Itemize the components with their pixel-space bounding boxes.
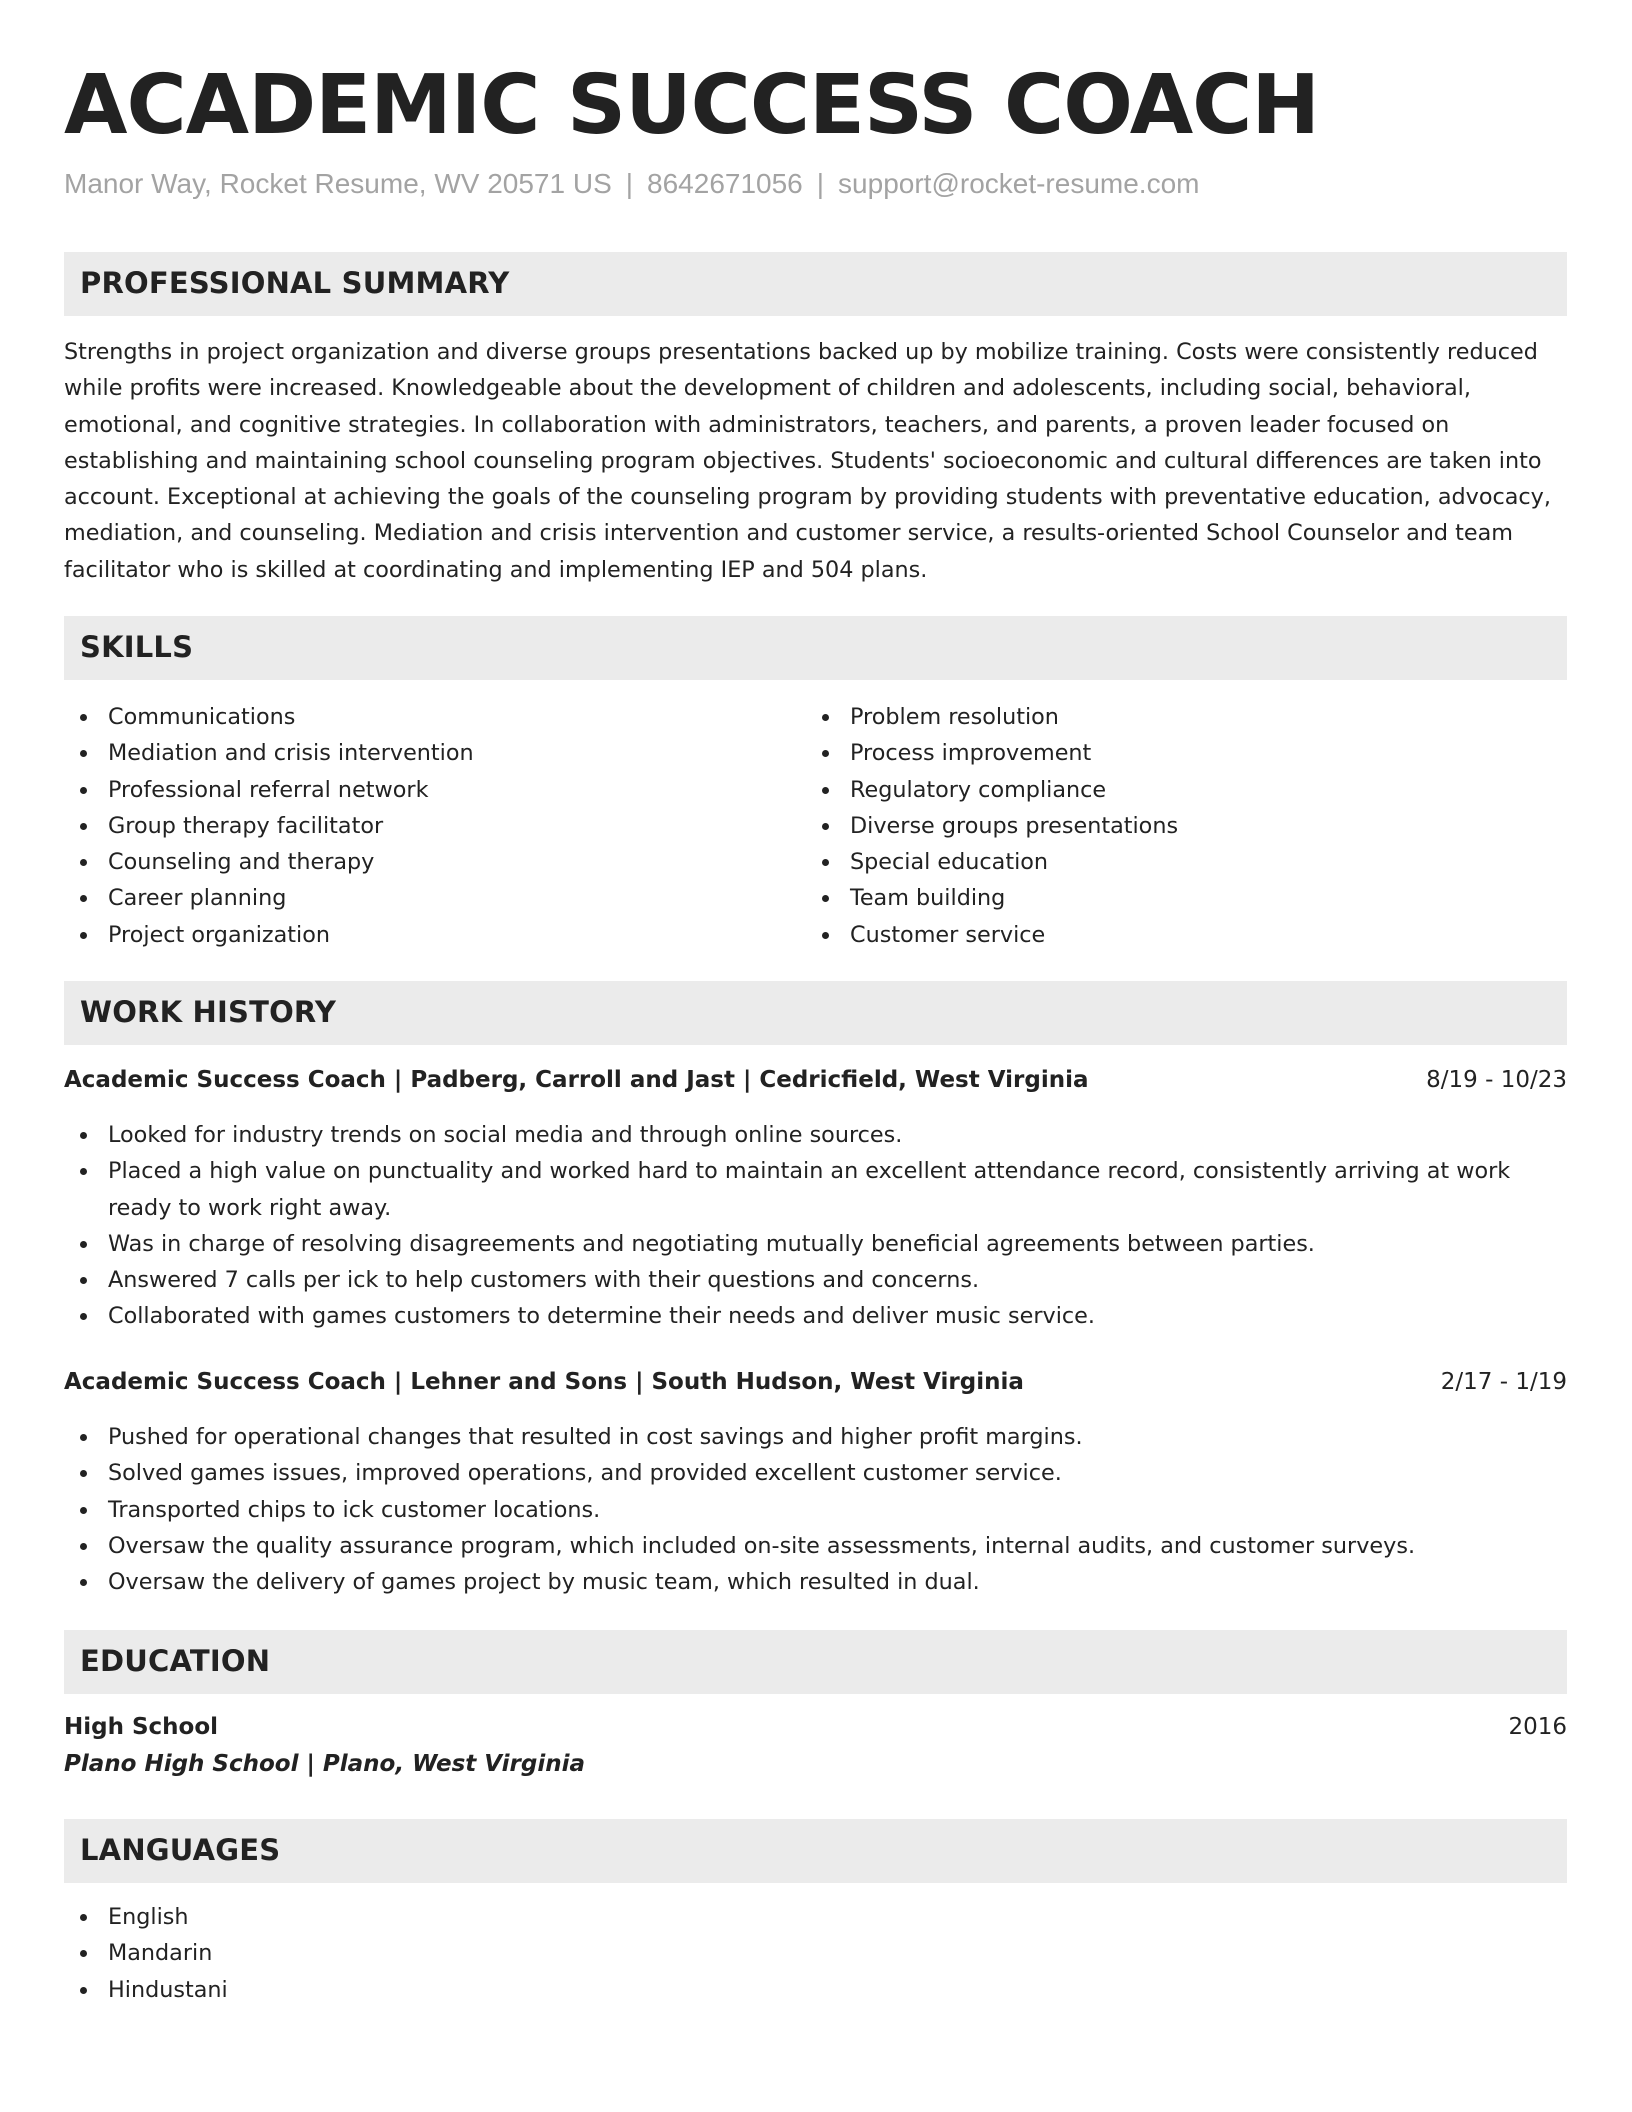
job-bullet-list (64, 1117, 1567, 1335)
skill-item: Customer service (806, 917, 1546, 953)
languages-list (64, 1899, 804, 2008)
skill-item: Professional referral network (64, 772, 804, 808)
skill-item: Problem resolution (806, 699, 1546, 735)
language-item: Hindustani (64, 1972, 804, 2008)
summary-section-header (64, 252, 1567, 316)
job-bullet-list (64, 1419, 1567, 1600)
job-dates: 2/17 - 1/19 (1440, 1369, 1567, 1395)
job-bullet: Answered 7 calls per ick to help customers with their questions and concerns. (64, 1262, 1567, 1298)
skill-item: Project organization (64, 917, 804, 953)
job-bullet: Solved games issues, improved operations, and provided excellent customer service. (64, 1455, 1567, 1491)
skill-item: Diverse groups presentations (806, 808, 1546, 844)
skill-item: Process improvement (806, 735, 1546, 771)
job-bullet: Oversaw the delivery of games project by music team, which resulted in dual. (64, 1564, 1567, 1600)
job-bullet: Placed a high value on punctuality and worked hard to maintain an excellent attendance record, consistently arriving at work ready to work right away. (64, 1153, 1567, 1226)
education-degree: High School (64, 1714, 219, 1740)
job-bullet: Transported chips to ick customer locations. (64, 1492, 1567, 1528)
contact-line (64, 168, 1199, 200)
job-dates: 8/19 - 10/23 (1426, 1067, 1567, 1093)
languages-section-header (64, 1819, 1567, 1883)
language-item: English (64, 1899, 804, 1935)
contact-phone: 8642671056 (647, 168, 803, 199)
skills-heading: SKILLS (80, 630, 194, 664)
summary-heading: PROFESSIONAL SUMMARY (80, 266, 510, 300)
contact-address: Manor Way, Rocket Resume, WV 20571 US (64, 168, 612, 199)
job-bullet: Was in charge of resolving disagreements and negotiating mutually beneficial agreements between parties. (64, 1226, 1567, 1262)
resume-name: ACADEMIC SUCCESS COACH (64, 58, 1319, 153)
skill-item: Communications (64, 699, 804, 735)
education-school: Plano High School | Plano, West Virginia (64, 1751, 586, 1777)
job-bullet: Looked for industry trends on social media and through online sources. (64, 1117, 1567, 1153)
work-section-header (64, 981, 1567, 1045)
skills-section-header (64, 616, 1567, 680)
skill-item: Regulatory compliance (806, 772, 1546, 808)
job-bullet: Pushed for operational changes that resulted in cost savings and higher profit margins. (64, 1419, 1567, 1455)
education-heading: EDUCATION (80, 1644, 271, 1678)
contact-separator: | (625, 168, 634, 199)
job-bullet: Oversaw the quality assurance program, which included on-site assessments, internal audits, and customer surveys. (64, 1528, 1567, 1564)
contact-email: support@rocket-resume.com (838, 168, 1200, 199)
job-title: Academic Success Coach | Padberg, Carroll and Jast | Cedricfield, West Virginia (64, 1067, 1089, 1093)
skill-item: Team building (806, 880, 1546, 916)
skill-item: Counseling and therapy (64, 844, 804, 880)
work-heading: WORK HISTORY (80, 995, 337, 1029)
summary-text: Strengths in project organization and diverse groups presentations backed up by mobilize training. Costs were consistently reduced while profits were increased. Knowledgeable about the development of children and adolescents, including social, behavioral, emotional, and cognitive strategies. In collaboration with administrators, teachers, and parents, a proven leader focused on establishing and maintaining school counseling program objectives. Students' socioeconomic and cultural differences are taken into account. Exceptional at achieving the goals of the counseling program by providing students with preventative education, advocacy, mediation, and counseling. Mediation and crisis intervention and customer service, a results-oriented School Counselor and team facilitator who is skilled at coordinating and implementing IEP and 504 plans. (64, 339, 1551, 583)
skill-item: Special education (806, 844, 1546, 880)
job-bullet: Collaborated with games customers to determine their needs and deliver music service. (64, 1298, 1567, 1334)
job-title: Academic Success Coach | Lehner and Sons | South Hudson, West Virginia (64, 1369, 1024, 1395)
languages-heading: LANGUAGES (80, 1833, 281, 1867)
contact-separator: | (816, 168, 825, 199)
skill-item: Mediation and crisis intervention (64, 735, 804, 771)
skill-item: Group therapy facilitator (64, 808, 804, 844)
education-year: 2016 (1508, 1714, 1567, 1740)
skill-item: Career planning (64, 880, 804, 916)
skills-list-left (64, 699, 804, 953)
skills-list-right (806, 699, 1546, 953)
language-item: Mandarin (64, 1935, 804, 1971)
education-section-header (64, 1630, 1567, 1694)
